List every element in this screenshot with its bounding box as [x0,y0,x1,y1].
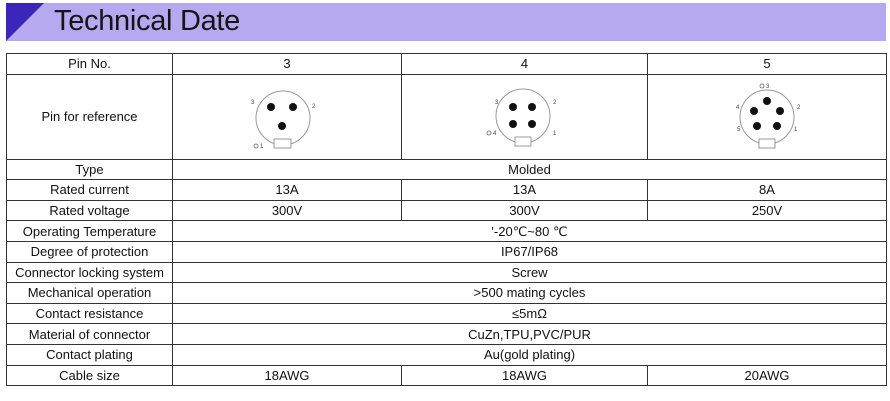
row-label: Connector locking system [7,262,173,283]
row-label: Rated voltage [7,200,173,221]
cell-value: 300V [402,200,648,221]
pin-diagram-cell [402,74,648,159]
cell-value: 8A [648,180,887,201]
cell-value: 250V [648,200,887,221]
row-label: Operating Temperature [7,221,173,242]
cell-value: ≤5mΩ [173,303,887,324]
cell-value: 18AWG [402,365,648,386]
pin-number: 3 [766,83,770,90]
pin-number: 4 [736,104,740,111]
table-row [7,324,887,345]
row-label: Material of connector [7,324,173,345]
cell-value: Screw [173,262,887,283]
cell-value: CuZn,TPU,PVC/PUR [173,324,887,345]
table-row [7,54,887,75]
pin-number: 5 [737,126,741,133]
pin-number: 3 [251,99,255,106]
pin-number: 3 [494,99,498,106]
spec-table [6,53,887,386]
cell-value: IP67/IP68 [173,241,887,262]
cell-value: Au(gold plating) [173,344,887,365]
page-title: Technical Date [54,5,241,37]
cell-value: Molded [173,159,887,180]
banner-triangle-icon [6,3,44,41]
pin-number: 1 [552,130,556,137]
pin-number: 4 [492,130,496,137]
pin-diagram-3-pin [247,82,327,152]
table-row [7,365,887,386]
pin-diagram-4-pin [485,82,565,152]
cell-value: '-20℃~80 ℃ [173,221,887,242]
table-row [7,344,887,365]
pin-number: 1 [794,126,798,133]
pin-diagram-5-pin [727,81,807,153]
cell-value: 300V [173,200,402,221]
cell-value: 13A [173,180,402,201]
row-label: Cable size [7,365,173,386]
cell-value: 3 [173,54,402,75]
pin-number: 2 [797,104,801,111]
pin-number: 1 [260,143,264,150]
row-label: Pin for reference [7,74,173,159]
row-label: Mechanical operation [7,283,173,304]
table-row [7,200,887,221]
pin-diagram-cell [173,74,402,159]
table-row [7,159,887,180]
table-row [7,241,887,262]
table-row [7,180,887,201]
table-row [7,221,887,242]
table-row [7,303,887,324]
row-label: Degree of protection [7,241,173,262]
table-row [7,74,887,159]
pin-diagram-cell [648,74,887,159]
row-label: Rated current [7,180,173,201]
row-label: Pin No. [7,54,173,75]
cell-value: 5 [648,54,887,75]
cell-value: 4 [402,54,648,75]
pin-number: 2 [552,99,556,106]
pin-number: 2 [312,103,316,110]
row-label: Contact resistance [7,303,173,324]
row-label: Contact plating [7,344,173,365]
table-row [7,283,887,304]
cell-value: 20AWG [648,365,887,386]
table-row [7,262,887,283]
cell-value: >500 mating cycles [173,283,887,304]
cell-value: 18AWG [173,365,402,386]
row-label: Type [7,159,173,180]
cell-value: 13A [402,180,648,201]
